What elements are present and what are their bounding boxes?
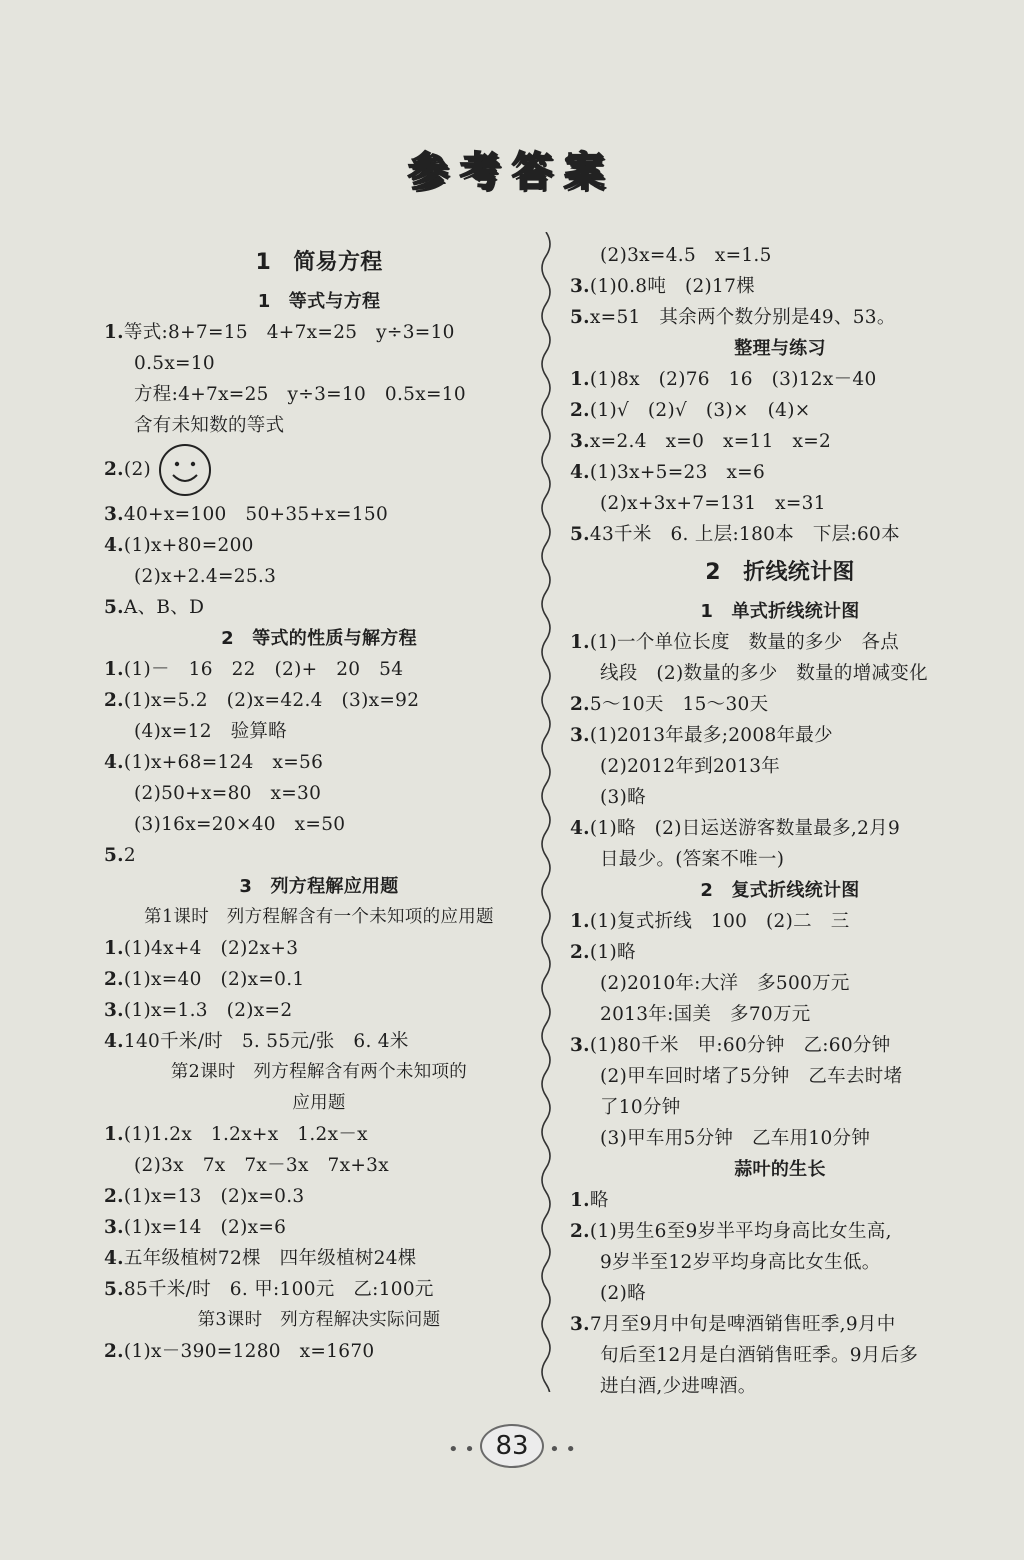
answer-text: 等式:8+7=15 4+7x=25 y÷3=10	[123, 322, 455, 343]
section-heading: 蒜叶的生长	[734, 1159, 826, 1180]
answer-text: (2)略	[600, 1283, 646, 1304]
section-heading: 1 单式折线统计图	[700, 601, 860, 622]
answer-text: 旬后至12月是白酒销售旺季。9月后多	[600, 1345, 919, 1366]
answer-text: (2)3x 7x 7x－3x 7x+3x	[134, 1155, 389, 1176]
question-number: 3.	[104, 1000, 124, 1021]
answer-line	[104, 592, 534, 623]
answer-text: (1)x=1.3 (2)x=2	[123, 1000, 293, 1021]
answer-line	[570, 751, 990, 782]
question-number: 4.	[570, 818, 590, 839]
answer-text: (1)x=40 (2)x=0.1	[123, 969, 305, 990]
question-number: 3.	[570, 1314, 590, 1335]
answer-text: 2	[123, 845, 136, 866]
answer-text: 0.5x=10	[134, 353, 215, 374]
answer-text: 140千米/时 5. 55元/张 6. 4米	[123, 1031, 409, 1052]
answer-line	[104, 441, 534, 499]
question-number: 3.	[570, 276, 590, 297]
answer-text: 9岁半至12岁平均身高比女生低。	[600, 1252, 881, 1273]
question-number: 5.	[104, 1279, 124, 1300]
chapter-heading: 1 简易方程	[255, 250, 383, 275]
answer-line	[570, 782, 990, 813]
answer-line	[570, 658, 990, 689]
answer-line	[570, 813, 990, 844]
left-column	[104, 240, 534, 1367]
answer-text: 线段 (2)数量的多少 数量的增减变化	[600, 663, 928, 684]
answer-text: 日最少。(答案不唯一)	[600, 849, 785, 870]
answer-line	[570, 844, 990, 875]
question-number: 4.	[104, 535, 124, 556]
answer-line	[570, 906, 990, 937]
answer-line	[570, 968, 990, 999]
answer-text: 了10分钟	[600, 1097, 681, 1118]
answer-text: (1)80千米 甲:60分钟 乙:60分钟	[589, 1035, 891, 1056]
answer-text: (2)50+x=80 x=30	[134, 783, 322, 804]
answer-text: (2)2010年:大洋 多500万元	[600, 973, 850, 994]
answer-text: (1)x－390=1280 x=1670	[123, 1341, 375, 1362]
answer-text: (1)复式折线 100 (2)二 三	[589, 911, 850, 932]
answer-line	[570, 1123, 990, 1154]
answer-text: (1)略	[589, 942, 636, 963]
answer-line	[104, 1026, 534, 1057]
answer-text: (1)√ (2)√ (3)× (4)×	[589, 400, 811, 421]
question-number: 4.	[104, 1248, 124, 1269]
answer-text: (1)x+80=200	[123, 535, 254, 556]
answer-text: (1)－ 16 22 (2)+ 20 54	[123, 659, 404, 680]
answer-line	[570, 1340, 990, 1371]
answer-text: 40+x=100 50+35+x=150	[123, 504, 389, 525]
answer-line	[570, 395, 990, 426]
answer-text: (4)x=12 验算略	[134, 721, 287, 742]
answer-line	[570, 1309, 990, 1340]
section-heading: 1 等式与方程	[257, 291, 381, 312]
answer-text: 进白酒,少进啤酒。	[600, 1376, 757, 1397]
page-number: 83	[480, 1424, 544, 1468]
smiley-face-icon	[157, 442, 213, 498]
answer-text: (2)2012年到2013年	[600, 756, 781, 777]
answer-line	[104, 1181, 534, 1212]
answer-line	[570, 302, 990, 333]
answer-line	[570, 426, 990, 457]
question-number: 4.	[570, 462, 590, 483]
answer-text: 2013年:国美 多70万元	[600, 1004, 811, 1025]
question-number: 2.	[570, 1221, 590, 1242]
lesson-heading: 第2课时 列方程解含有两个未知项的	[170, 1062, 468, 1082]
footer-dots-right: • •	[549, 1439, 577, 1460]
answer-line	[570, 1247, 990, 1278]
lesson-heading: 第3课时 列方程解决实际问题	[197, 1310, 441, 1330]
question-number: 1.	[104, 322, 124, 343]
answer-line	[104, 778, 534, 809]
question-number: 1.	[570, 632, 590, 653]
answer-line	[570, 1278, 990, 1309]
answer-line	[104, 1150, 534, 1181]
answer-line	[570, 519, 990, 550]
answer-line	[104, 499, 534, 530]
answer-text: (1)x=13 (2)x=0.3	[123, 1186, 305, 1207]
answer-line	[104, 561, 534, 592]
answer-line	[104, 840, 534, 871]
answer-text: (1)4x+4 (2)2x+3	[123, 938, 299, 959]
question-number: 5.	[570, 307, 590, 328]
question-number: 2.	[570, 942, 590, 963]
question-number: 3.	[570, 431, 590, 452]
answer-line	[104, 685, 534, 716]
question-number: 3.	[104, 504, 124, 525]
answer-text: (1)略 (2)日运送游客数量最多,2月9	[589, 818, 901, 839]
answer-line	[570, 1185, 990, 1216]
answer-line	[570, 689, 990, 720]
answer-line	[104, 379, 534, 410]
answer-line	[570, 364, 990, 395]
answer-text: 43千米 6. 上层:180本 下层:60本	[589, 524, 900, 545]
answer-line	[570, 271, 990, 302]
lesson-heading: 应用题	[292, 1093, 346, 1113]
page-footer	[0, 1424, 1024, 1468]
answer-text: (1)3x+5=23 x=6	[589, 462, 766, 483]
answer-line	[570, 937, 990, 968]
lesson-heading: 第1课时 列方程解含有一个未知项的应用题	[144, 907, 494, 927]
question-number: 1.	[104, 1124, 124, 1145]
answer-line	[570, 1371, 990, 1402]
answer-line	[104, 348, 534, 379]
answer-text: 略	[589, 1190, 609, 1211]
answer-line	[104, 995, 534, 1026]
section-heading: 3 列方程解应用题	[239, 876, 399, 897]
answer-line	[104, 410, 534, 441]
question-number: 1.	[570, 369, 590, 390]
answer-line	[104, 716, 534, 747]
answer-text: (2)x+3x+7=131 x=31	[600, 493, 826, 514]
answer-text: 5～10天 15～30天	[589, 694, 769, 715]
answer-line	[104, 933, 534, 964]
answer-text: (2)x+2.4=25.3	[134, 566, 277, 587]
answer-text: (1)一个单位长度 数量的多少 各点	[589, 632, 900, 653]
answer-text: A、B、D	[123, 597, 205, 618]
answer-text: (1)0.8吨 (2)17棵	[589, 276, 755, 297]
answer-line	[570, 1061, 990, 1092]
answer-line	[570, 457, 990, 488]
question-number: 1.	[104, 938, 124, 959]
answer-text: (1)2013年最多;2008年最少	[589, 725, 833, 746]
question-number: 2.	[104, 969, 124, 990]
question-number: 4.	[104, 752, 124, 773]
answer-text: x=2.4 x=0 x=11 x=2	[589, 431, 832, 452]
answer-line	[104, 1243, 534, 1274]
answer-text: x=51 其余两个数分别是49、53。	[589, 307, 896, 328]
answer-line	[570, 1092, 990, 1123]
answer-line	[570, 720, 990, 751]
page-title: 参考答案	[408, 149, 616, 195]
chapter-heading: 2 折线统计图	[705, 560, 855, 585]
column-divider	[536, 232, 556, 1392]
answer-text: 五年级植树72棵 四年级植树24棵	[123, 1248, 417, 1269]
answer-line	[570, 627, 990, 658]
section-heading: 2 复式折线统计图	[700, 880, 860, 901]
answer-text: 方程:4+7x=25 y÷3=10 0.5x=10	[134, 384, 466, 405]
section-heading: 2 等式的性质与解方程	[221, 628, 417, 649]
question-number: 4.	[104, 1031, 124, 1052]
answer-text: (1)x+68=124 x=56	[123, 752, 324, 773]
answer-text: (2)	[123, 459, 152, 480]
answer-line	[570, 999, 990, 1030]
answer-text: (3)略	[600, 787, 646, 808]
right-column	[570, 240, 990, 1402]
answer-line	[104, 317, 534, 348]
answer-line	[104, 964, 534, 995]
question-number: 2.	[104, 1341, 124, 1362]
answer-line	[104, 530, 534, 561]
question-number: 3.	[570, 725, 590, 746]
question-number: 5.	[104, 597, 124, 618]
answer-text: (1)男生6至9岁半平均身高比女生高,	[589, 1221, 892, 1242]
question-number: 1.	[570, 1190, 590, 1211]
question-number: 2.	[570, 400, 590, 421]
question-number: 2.	[570, 694, 590, 715]
answer-line	[104, 1212, 534, 1243]
answer-text: (2)甲车回时堵了5分钟 乙车去时堵	[600, 1066, 903, 1087]
question-number: 5.	[570, 524, 590, 545]
question-number: 5.	[104, 845, 124, 866]
answer-text: (3)16x=20×40 x=50	[134, 814, 346, 835]
question-number: 3.	[104, 1217, 124, 1238]
answer-text: 7月至9月中旬是啤酒销售旺季,9月中	[589, 1314, 896, 1335]
answer-line	[104, 1336, 534, 1367]
answer-line	[570, 1216, 990, 1247]
answer-line	[570, 1030, 990, 1061]
question-number: 2.	[104, 1186, 124, 1207]
section-heading: 整理与练习	[734, 338, 826, 359]
answer-text: (3)甲车用5分钟 乙车用10分钟	[600, 1128, 871, 1149]
answer-line	[104, 1119, 534, 1150]
answer-line	[570, 240, 990, 271]
answer-text: (1)1.2x 1.2x+x 1.2x－x	[123, 1124, 368, 1145]
answer-line	[104, 747, 534, 778]
answer-text: (1)x=5.2 (2)x=42.4 (3)x=92	[123, 690, 420, 711]
answer-text: (1)x=14 (2)x=6	[123, 1217, 287, 1238]
question-number: 3.	[570, 1035, 590, 1056]
answer-text: (2)3x=4.5 x=1.5	[600, 245, 772, 266]
question-number: 1.	[104, 659, 124, 680]
answer-text: 含有未知数的等式	[134, 415, 285, 436]
answer-text: 85千米/时 6. 甲:100元 乙:100元	[123, 1279, 434, 1300]
answer-text: (1)8x (2)76 16 (3)12x－40	[589, 369, 877, 390]
question-number: 2.	[104, 459, 124, 480]
answer-line	[570, 488, 990, 519]
question-number: 2.	[104, 690, 124, 711]
question-number: 1.	[570, 911, 590, 932]
answer-line	[104, 1274, 534, 1305]
footer-dots-left: • •	[447, 1439, 475, 1460]
answer-line	[104, 809, 534, 840]
answer-line	[104, 654, 534, 685]
